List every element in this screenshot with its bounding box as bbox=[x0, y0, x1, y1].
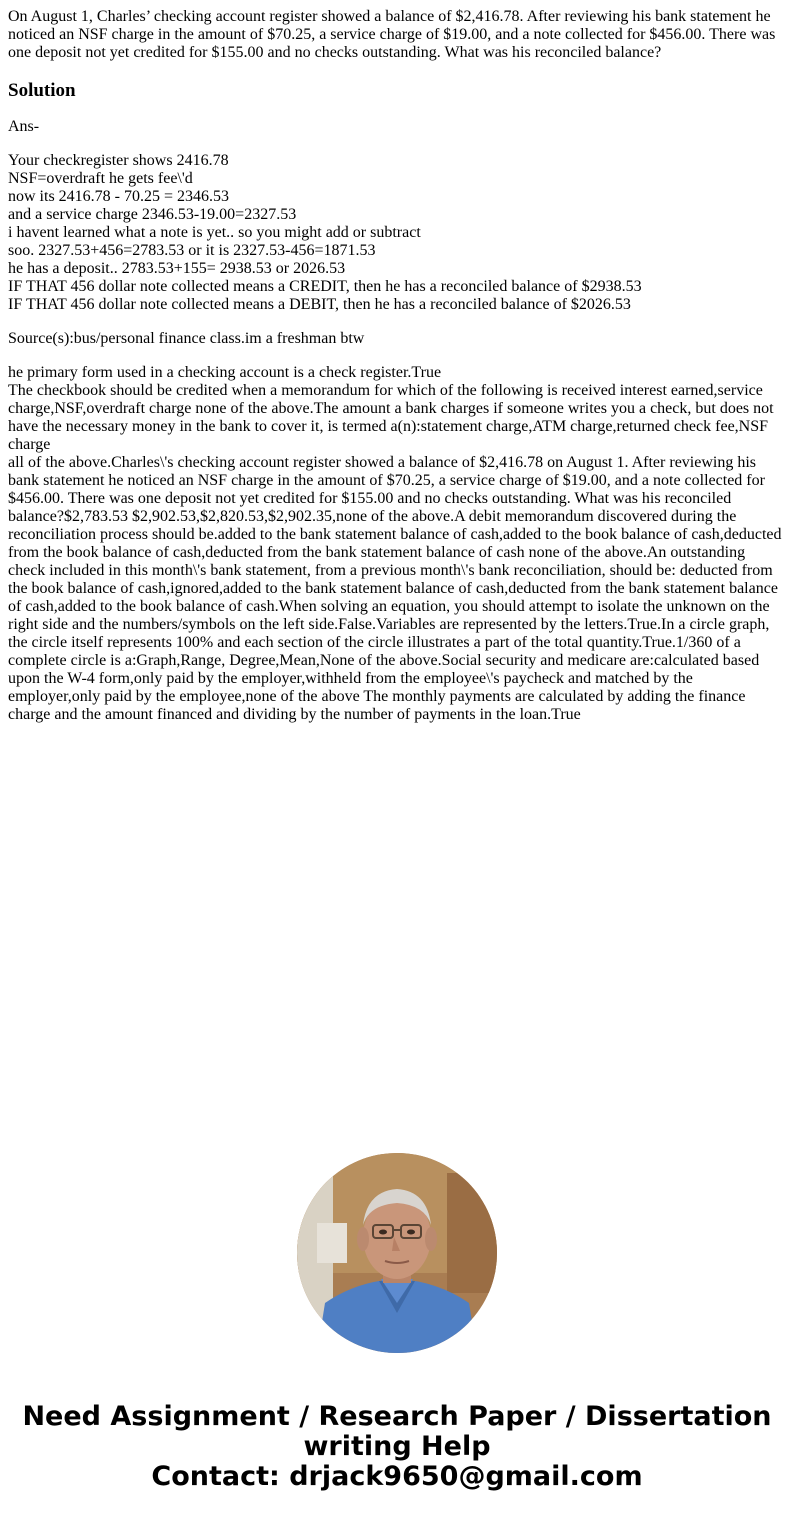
answer-line: i havent learned what a note is yet.. so you might add or subtract bbox=[8, 224, 421, 241]
solution-heading: Solution bbox=[8, 80, 76, 101]
answer-line: IF THAT 456 dollar note collected means a DEBIT, then he has a reconciled balance of $2026.53 bbox=[8, 296, 631, 313]
document-body bbox=[8, 8, 786, 724]
answer-line: he has a deposit.. 2783.53+155= 2938.53 or 2026.53 bbox=[8, 260, 346, 277]
answer-line: soo. 2327.53+456=2783.53 or it is 2327.53-456=1871.53 bbox=[8, 242, 376, 259]
extra-line: he primary form used in a checking account is a check register.True bbox=[8, 364, 442, 381]
footer-line-1: Need Assignment / Research Paper / Dissertation bbox=[22, 1401, 772, 1432]
answer-line: Your checkregister shows 2416.78 bbox=[8, 152, 229, 169]
answer-line: NSF=overdraft he gets fee\'d bbox=[8, 170, 193, 187]
promo-footer bbox=[0, 1402, 794, 1492]
source-text: Source(s):bus/personal finance class.im a freshman btw bbox=[8, 330, 365, 347]
answer-block bbox=[8, 152, 786, 314]
extra-line: The checkbook should be credited when a memorandum for which of the following is received interest earned,service charge,NSF,overdraft charge none of the above.The amount a bank charges if someone writes you a check, but does not have the necessary money in the bank to cover it, is termed a(n):statement charge,ATM charge,returned check fee,NSF charge bbox=[8, 382, 774, 453]
person-photo-icon bbox=[297, 1153, 497, 1353]
question-text: On August 1, Charles’ checking account register showed a balance of $2,416.78. After reviewing his bank statement he noticed an NSF charge in the amount of $70.25, a service charge of $19.00, and a note collected for $456.00. There was one deposit not yet credited for $155.00 and no checks outstanding. What was his reconciled balance? bbox=[8, 8, 776, 61]
footer-contact: Contact: drjack9650@gmail.com bbox=[151, 1461, 643, 1492]
ans-label: Ans- bbox=[8, 118, 40, 135]
footer-line-2: writing Help bbox=[303, 1431, 491, 1462]
extra-block bbox=[8, 364, 786, 724]
extra-line: all of the above.Charles\'s checking account register showed a balance of $2,416.78 on August 1. After reviewing his bank statement he noticed an NSF charge in the amount of $70.25, a service charge of $19.00, and a note collected for $456.00. There was one deposit not yet credited for $155.00 and no checks outstanding. What was his reconciled balance?$2,783.53 $2,902.53,$2,820.53,$2,902.35,none of the above.A debit memorandum discovered during the reconciliation process should be.added to the bank statement balance of cash,added to the book balance of cash,deducted from the book balance of cash,deducted from the bank statement balance of cash none of the above.An outstanding check included in this month\'s bank statement, from a previous month\'s bank reconciliation, should be: deducted from the book balance of cash,ignored,added to the bank statement balance of cash,deducted from the bank statement balance of cash,added to the book balance of cash.When solving an equation, you should attempt to isolate the unknown on the right side and the numbers/symbols on the left side.False.Variables are represented by the letters.True.In a circle graph, the circle itself represents 100% and each section of the circle illustrates a part of the total quantity.True.1/360 of a complete circle is a:Graph,Range, Degree,Mean,None of the above.Social security and medicare are:calculated based upon the W-4 form,only paid by the employer,withheld from the employee\'s paycheck and matched by the employer,only paid by the employee,none of the above The monthly payments are calculated by adding the finance charge and the amount financed and dividing by the number of payments in the loan.True bbox=[8, 454, 782, 723]
answer-line: IF THAT 456 dollar note collected means a CREDIT, then he has a reconciled balance of $2938.53 bbox=[8, 278, 642, 295]
answer-line: and a service charge 2346.53-19.00=2327.53 bbox=[8, 206, 297, 223]
answer-line: now its 2416.78 - 70.25 = 2346.53 bbox=[8, 188, 230, 205]
author-photo bbox=[297, 1153, 497, 1353]
